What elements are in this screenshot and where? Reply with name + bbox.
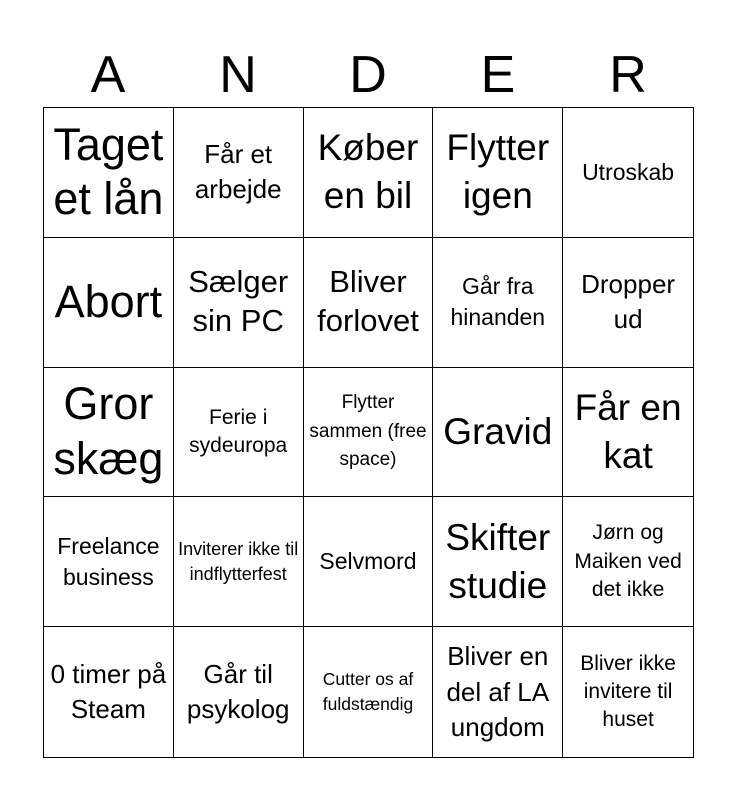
bingo-cell-r5c2[interactable] <box>174 627 304 757</box>
bingo-cell-r5c1[interactable] <box>44 627 174 757</box>
bingo-cell-r5c3[interactable] <box>304 627 434 757</box>
bingo-cell-r2c4[interactable] <box>433 238 563 368</box>
cell-label: Cutter os af fuldstændig <box>322 668 414 715</box>
cell-label: Går til psykolog <box>186 659 290 725</box>
cell-label: Gravid <box>443 410 553 452</box>
cell-label: Gror skæg <box>53 378 164 484</box>
cell-label: Freelance business <box>57 532 160 590</box>
bingo-cell-r4c5[interactable] <box>563 497 693 627</box>
bingo-cell-r1c4[interactable] <box>433 108 563 238</box>
bingo-cell-r1c2[interactable] <box>174 108 304 238</box>
cell-label: Selvmord <box>319 548 417 575</box>
bingo-cell-r3c4[interactable] <box>433 368 563 498</box>
bingo-cell-r4c2[interactable] <box>174 497 304 627</box>
cell-label: Skifter studie <box>445 516 551 606</box>
bingo-cell-r3c2[interactable] <box>174 368 304 498</box>
cell-label: Inviterer ikke til indflytterfest <box>178 538 299 584</box>
cell-label: Abort <box>54 275 163 327</box>
cell-label: 0 timer på Steam <box>50 659 167 725</box>
bingo-cell-r5c4[interactable] <box>433 627 563 757</box>
bingo-cell-r2c1[interactable] <box>44 238 174 368</box>
cell-label: Bliver ikke invitere til huset <box>580 651 676 732</box>
header-letter-a: A <box>90 46 126 104</box>
bingo-cell-r4c4[interactable] <box>433 497 563 627</box>
header-letter-e: E <box>480 46 516 104</box>
cell-label: Bliver forlovet <box>317 264 419 339</box>
cell-label: Ferie i sydeuropa <box>189 405 288 457</box>
bingo-cell-r2c2[interactable] <box>174 238 304 368</box>
cell-label: Får et arbejde <box>194 139 282 205</box>
cell-label: Dropper ud <box>581 269 676 335</box>
cell-label: Flytter igen <box>446 127 550 217</box>
cell-label: Jørn og Maiken ved det ikke <box>574 521 682 601</box>
cell-label: Køber en bil <box>317 127 419 217</box>
bingo-cell-r2c3[interactable] <box>304 238 434 368</box>
bingo-cell-r4c1[interactable] <box>44 497 174 627</box>
bingo-cell-r4c3[interactable] <box>304 497 434 627</box>
cell-label: Sælger sin PC <box>188 264 289 339</box>
bingo-header <box>43 42 693 108</box>
cell-label: Flytter sammen (free space) <box>309 392 427 471</box>
bingo-cell-r3c3[interactable] <box>304 368 434 498</box>
bingo-cell-r1c1[interactable] <box>44 108 174 238</box>
header-letter-n: N <box>219 46 257 104</box>
bingo-board <box>43 107 694 758</box>
bingo-cell-r1c5[interactable] <box>563 108 693 238</box>
cell-label: Utroskab <box>582 158 675 185</box>
cell-label: Taget et lån <box>53 118 164 225</box>
bingo-cell-r3c1[interactable] <box>44 368 174 498</box>
cell-label: Går fra hinanden <box>450 273 546 331</box>
bingo-cell-r5c5[interactable] <box>563 627 693 757</box>
bingo-cell-r2c5[interactable] <box>563 238 693 368</box>
bingo-cell-r3c5[interactable] <box>563 368 693 498</box>
cell-label: Bliver en del af LA ungdom <box>446 641 550 742</box>
cell-label: Får en kat <box>574 386 682 476</box>
header-letter-d: D <box>349 46 387 104</box>
header-letter-r: R <box>609 46 647 104</box>
bingo-cell-r1c3[interactable] <box>304 108 434 238</box>
